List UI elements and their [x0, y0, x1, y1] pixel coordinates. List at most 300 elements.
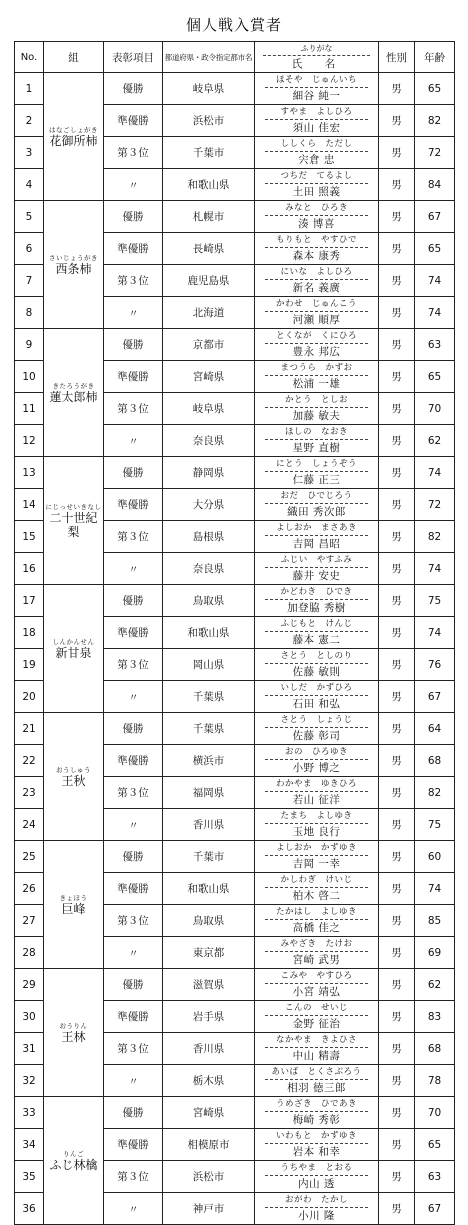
sex-cell: 男 [379, 1001, 415, 1033]
name-cell [255, 393, 379, 425]
sex-cell: 男 [379, 393, 415, 425]
name-kanji: 森本 康秀 [292, 250, 341, 262]
municipality-cell: 栃木県 [163, 1065, 255, 1097]
sex-cell: 男 [379, 105, 415, 137]
row-number: 13 [15, 457, 44, 489]
award-cell: 準優勝 [104, 233, 163, 265]
award-cell: 第３位 [104, 905, 163, 937]
name-cell [255, 1161, 379, 1193]
award-cell: 準優勝 [104, 617, 163, 649]
group-ruby: きょほう [59, 893, 88, 902]
award-cell: 準優勝 [104, 105, 163, 137]
row-number: 35 [15, 1161, 44, 1193]
name-furigana: こみや やすひろ [265, 969, 368, 984]
age-cell: 65 [415, 73, 455, 105]
group-name: 花御所柿 [49, 133, 98, 148]
sex-cell: 男 [379, 329, 415, 361]
municipality-cell: 大分県 [163, 489, 255, 521]
sex-cell: 男 [379, 745, 415, 777]
name-cell [255, 1065, 379, 1097]
name-kanji: 吉岡 昌昭 [292, 538, 341, 550]
award-cell: 優勝 [104, 969, 163, 1001]
municipality-cell: 北海道 [163, 297, 255, 329]
municipality-cell: 浜松市 [163, 1161, 255, 1193]
award-cell: 第３位 [104, 137, 163, 169]
row-number: 36 [15, 1193, 44, 1225]
group-name: 新甘泉 [55, 645, 92, 660]
name-kanji: 宍倉 忠 [298, 154, 335, 166]
table-row [15, 585, 455, 617]
sex-cell: 男 [379, 553, 415, 585]
age-cell: 74 [415, 265, 455, 297]
age-cell: 67 [415, 681, 455, 713]
row-number: 25 [15, 841, 44, 873]
municipality-cell: 千葉県 [163, 713, 255, 745]
age-cell: 65 [415, 1129, 455, 1161]
age-cell: 78 [415, 1065, 455, 1097]
municipality-cell: 相模原市 [163, 1129, 255, 1161]
name-cell [255, 969, 379, 1001]
sex-cell: 男 [379, 169, 415, 201]
name-cell [255, 745, 379, 777]
table-row [15, 841, 455, 873]
name-cell [255, 137, 379, 169]
name-furigana: ふじもと けんじ [265, 617, 368, 632]
name-kanji: 岩本 和幸 [292, 1146, 341, 1158]
name-cell [255, 1193, 379, 1225]
name-furigana: さとう としのり [265, 649, 368, 664]
name-cell [255, 809, 379, 841]
award-cell: 優勝 [104, 585, 163, 617]
name-kanji: 須山 佳宏 [292, 122, 341, 134]
name-cell [255, 361, 379, 393]
municipality-cell: 香川県 [163, 809, 255, 841]
name-furigana: ほそや じゅんいち [265, 73, 368, 88]
award-cell: 第３位 [104, 521, 163, 553]
name-furigana: たまち よしゆき [265, 809, 368, 824]
row-number: 11 [15, 393, 44, 425]
name-kanji: 相羽 徳三郎 [287, 1082, 346, 1094]
award-cell: 準優勝 [104, 1001, 163, 1033]
row-number: 21 [15, 713, 44, 745]
age-cell: 76 [415, 649, 455, 681]
header-age: 年齢 [415, 42, 455, 73]
name-furigana: たかはし よしゆき [265, 905, 368, 920]
table-row [15, 457, 455, 489]
name-furigana: いしだ かずひろ [265, 681, 368, 696]
group-cell [44, 457, 104, 585]
age-cell: 75 [415, 809, 455, 841]
municipality-cell: 浜松市 [163, 105, 255, 137]
age-cell: 69 [415, 937, 455, 969]
row-number: 18 [15, 617, 44, 649]
age-cell: 72 [415, 489, 455, 521]
name-furigana: さとう しょうじ [265, 713, 368, 728]
name-cell [255, 905, 379, 937]
age-cell: 64 [415, 713, 455, 745]
name-kanji: 金野 征治 [292, 1018, 341, 1030]
group-name: 巨峰 [61, 901, 86, 916]
award-cell: 準優勝 [104, 745, 163, 777]
row-number: 16 [15, 553, 44, 585]
age-cell: 62 [415, 969, 455, 1001]
name-cell [255, 713, 379, 745]
name-kanji: 新名 義廣 [292, 282, 341, 294]
row-number: 8 [15, 297, 44, 329]
municipality-cell: 岩手県 [163, 1001, 255, 1033]
municipality-cell: 岐阜県 [163, 73, 255, 105]
award-cell: 優勝 [104, 457, 163, 489]
group-ruby: おうりん [59, 1021, 88, 1030]
sex-cell: 男 [379, 297, 415, 329]
row-number: 9 [15, 329, 44, 361]
age-cell: 74 [415, 553, 455, 585]
header-furigana: ふりがな [263, 42, 370, 56]
sex-cell: 男 [379, 905, 415, 937]
name-furigana: いわもと かずゆき [265, 1129, 368, 1144]
row-number: 29 [15, 969, 44, 1001]
name-kanji: 中山 精壽 [292, 1050, 341, 1062]
name-furigana: おがわ たかし [265, 1193, 368, 1208]
name-cell [255, 841, 379, 873]
name-kanji: 小宮 靖弘 [292, 986, 341, 998]
group-cell [44, 201, 104, 329]
name-furigana: あいば とくさぶろう [265, 1065, 368, 1080]
municipality-cell: 札幌市 [163, 201, 255, 233]
name-furigana: かとう としお [265, 393, 368, 408]
name-cell [255, 873, 379, 905]
sex-cell: 男 [379, 1129, 415, 1161]
name-cell [255, 105, 379, 137]
age-cell: 74 [415, 617, 455, 649]
row-number: 24 [15, 809, 44, 841]
name-furigana: かしわぎ けいじ [265, 873, 368, 888]
name-kanji: 藤井 安史 [292, 570, 341, 582]
name-kanji: 小野 博之 [292, 762, 341, 774]
name-kanji: 加登脇 秀樹 [287, 602, 346, 614]
municipality-cell: 鳥取県 [163, 585, 255, 617]
name-kanji: 豊永 邦広 [292, 346, 341, 358]
name-kanji: 佐藤 彰司 [292, 730, 341, 742]
municipality-cell: 岡山県 [163, 649, 255, 681]
award-cell: 第３位 [104, 1033, 163, 1065]
name-cell [255, 617, 379, 649]
age-cell: 67 [415, 201, 455, 233]
group-ruby: はなごしょがき [49, 125, 98, 134]
sex-cell: 男 [379, 681, 415, 713]
row-number: 14 [15, 489, 44, 521]
name-cell [255, 553, 379, 585]
age-cell: 67 [415, 1193, 455, 1225]
sex-cell: 男 [379, 457, 415, 489]
sex-cell: 男 [379, 233, 415, 265]
header-no: No. [15, 42, 44, 73]
name-furigana: かどわき ひでき [265, 585, 368, 600]
municipality-cell: 奈良県 [163, 553, 255, 585]
name-cell [255, 521, 379, 553]
age-cell: 82 [415, 105, 455, 137]
group-cell [44, 841, 104, 969]
name-furigana: まつうら かずお [265, 361, 368, 376]
group-name: 二十世紀梨 [49, 510, 98, 539]
sex-cell: 男 [379, 809, 415, 841]
sex-cell: 男 [379, 489, 415, 521]
award-cell: 優勝 [104, 73, 163, 105]
row-number: 33 [15, 1097, 44, 1129]
municipality-cell: 神戸市 [163, 1193, 255, 1225]
age-cell: 82 [415, 777, 455, 809]
sex-cell: 男 [379, 1161, 415, 1193]
municipality-cell: 和歌山県 [163, 873, 255, 905]
sex-cell: 男 [379, 649, 415, 681]
header-group: 組 [44, 42, 104, 73]
sex-cell: 男 [379, 425, 415, 457]
name-cell [255, 585, 379, 617]
name-kanji: 高橋 佳之 [292, 922, 341, 934]
name-cell [255, 265, 379, 297]
age-cell: 75 [415, 585, 455, 617]
row-number: 19 [15, 649, 44, 681]
award-cell: 第３位 [104, 649, 163, 681]
award-cell: 第３位 [104, 265, 163, 297]
header-name [255, 42, 379, 73]
name-furigana: ふじい やすふみ [265, 553, 368, 568]
name-cell [255, 73, 379, 105]
name-furigana: よしおか まさあき [265, 521, 368, 536]
award-cell: 準優勝 [104, 361, 163, 393]
award-cell: 第３位 [104, 777, 163, 809]
name-kanji: 仁藤 正三 [292, 474, 341, 486]
name-furigana: みなと ひろき [265, 201, 368, 216]
sex-cell: 男 [379, 361, 415, 393]
group-cell [44, 329, 104, 457]
age-cell: 72 [415, 137, 455, 169]
header-sex: 性別 [379, 42, 415, 73]
name-furigana: にいな よしひろ [265, 265, 368, 280]
group-ruby: しんかんせん [52, 637, 95, 646]
award-cell: 第３位 [104, 393, 163, 425]
name-furigana: ほしの なおき [265, 425, 368, 440]
name-kanji: 織田 秀次郎 [287, 506, 346, 518]
award-cell: 第３位 [104, 1161, 163, 1193]
sex-cell: 男 [379, 521, 415, 553]
award-cell: 準優勝 [104, 489, 163, 521]
group-cell [44, 585, 104, 713]
name-kanji: 河瀬 順厚 [292, 314, 341, 326]
municipality-cell: 宮崎県 [163, 361, 255, 393]
name-kanji: 小川 隆 [298, 1210, 335, 1222]
row-number: 27 [15, 905, 44, 937]
name-kanji: 星野 直樹 [292, 442, 341, 454]
sex-cell: 男 [379, 937, 415, 969]
name-kanji: 梅崎 秀彰 [292, 1114, 341, 1126]
name-furigana: こんの せいじ [265, 1001, 368, 1016]
name-cell [255, 681, 379, 713]
group-ruby: さいじょうがき [49, 253, 98, 262]
row-number: 12 [15, 425, 44, 457]
header-row [15, 42, 455, 73]
award-cell: 〃 [104, 553, 163, 585]
municipality-cell: 奈良県 [163, 425, 255, 457]
table-row [15, 329, 455, 361]
sex-cell: 男 [379, 137, 415, 169]
age-cell: 74 [415, 457, 455, 489]
group-name: 王林 [61, 1029, 86, 1044]
row-number: 26 [15, 873, 44, 905]
name-furigana: とくなが くにひろ [265, 329, 368, 344]
row-number: 4 [15, 169, 44, 201]
name-cell [255, 777, 379, 809]
name-kanji: 柏木 啓二 [292, 890, 341, 902]
sex-cell: 男 [379, 265, 415, 297]
municipality-cell: 和歌山県 [163, 169, 255, 201]
header-municipality: 都道府県・政令指定都市名 [163, 42, 255, 73]
name-cell [255, 1097, 379, 1129]
award-cell: 優勝 [104, 1097, 163, 1129]
municipality-cell: 千葉県 [163, 681, 255, 713]
row-number: 5 [15, 201, 44, 233]
name-cell [255, 329, 379, 361]
age-cell: 83 [415, 1001, 455, 1033]
name-furigana: かわせ じゅんこう [265, 297, 368, 312]
municipality-cell: 滋賀県 [163, 969, 255, 1001]
sex-cell: 男 [379, 1097, 415, 1129]
name-kanji: 加藤 敏夫 [292, 410, 341, 422]
table-row [15, 201, 455, 233]
award-cell: 準優勝 [104, 1129, 163, 1161]
group-cell [44, 1097, 104, 1225]
name-kanji: 土田 照義 [292, 186, 341, 198]
name-cell [255, 169, 379, 201]
name-cell [255, 937, 379, 969]
row-number: 30 [15, 1001, 44, 1033]
name-cell [255, 201, 379, 233]
name-cell [255, 1001, 379, 1033]
row-number: 15 [15, 521, 44, 553]
name-cell [255, 489, 379, 521]
name-kanji: 内山 透 [298, 1178, 335, 1190]
sex-cell: 男 [379, 969, 415, 1001]
municipality-cell: 千葉市 [163, 137, 255, 169]
age-cell: 65 [415, 233, 455, 265]
award-cell: 〃 [104, 1065, 163, 1097]
row-number: 1 [15, 73, 44, 105]
results-body [15, 73, 455, 1225]
municipality-cell: 長崎県 [163, 233, 255, 265]
group-cell [44, 713, 104, 841]
sex-cell: 男 [379, 873, 415, 905]
sex-cell: 男 [379, 1193, 415, 1225]
municipality-cell: 鹿児島県 [163, 265, 255, 297]
header-award: 表彰項目 [104, 42, 163, 73]
name-kanji: 石田 和弘 [292, 698, 341, 710]
sex-cell: 男 [379, 1033, 415, 1065]
name-furigana: うちやま とおる [265, 1161, 368, 1176]
age-cell: 63 [415, 1161, 455, 1193]
award-cell: 〃 [104, 681, 163, 713]
municipality-cell: 横浜市 [163, 745, 255, 777]
name-cell [255, 457, 379, 489]
name-cell [255, 1033, 379, 1065]
name-cell [255, 649, 379, 681]
name-kanji: 藤本 憲二 [292, 634, 341, 646]
sex-cell: 男 [379, 201, 415, 233]
name-furigana: ししくら ただし [265, 137, 368, 152]
municipality-cell: 島根県 [163, 521, 255, 553]
row-number: 2 [15, 105, 44, 137]
name-furigana: すやま よしひろ [265, 105, 368, 120]
name-furigana: にとう しょうぞう [265, 457, 368, 472]
age-cell: 60 [415, 841, 455, 873]
age-cell: 74 [415, 297, 455, 329]
row-number: 28 [15, 937, 44, 969]
award-cell: 優勝 [104, 201, 163, 233]
sex-cell: 男 [379, 1065, 415, 1097]
name-kanji: 佐藤 敏則 [292, 666, 341, 678]
municipality-cell: 福岡県 [163, 777, 255, 809]
municipality-cell: 千葉市 [163, 841, 255, 873]
municipality-cell: 和歌山県 [163, 617, 255, 649]
name-kanji: 玉地 良行 [292, 826, 341, 838]
municipality-cell: 香川県 [163, 1033, 255, 1065]
row-number: 34 [15, 1129, 44, 1161]
name-furigana: もりもと やすひで [265, 233, 368, 248]
age-cell: 82 [415, 521, 455, 553]
name-cell [255, 1129, 379, 1161]
row-number: 10 [15, 361, 44, 393]
sex-cell: 男 [379, 617, 415, 649]
award-cell: 優勝 [104, 329, 163, 361]
award-cell: 優勝 [104, 841, 163, 873]
name-furigana: うめざき ひであき [265, 1097, 368, 1112]
sex-cell: 男 [379, 713, 415, 745]
age-cell: 63 [415, 329, 455, 361]
age-cell: 84 [415, 169, 455, 201]
name-kanji: 吉岡 一幸 [292, 858, 341, 870]
municipality-cell: 東京都 [163, 937, 255, 969]
group-ruby: りんご [63, 1149, 84, 1158]
group-cell [44, 73, 104, 201]
sex-cell: 男 [379, 585, 415, 617]
award-cell: 〃 [104, 1193, 163, 1225]
name-kanji: 細谷 純一 [292, 90, 341, 102]
group-name: ふじ林檎 [49, 1157, 98, 1172]
results-table [14, 41, 455, 1225]
award-cell: 〃 [104, 809, 163, 841]
name-furigana: わかやま ゆきひろ [265, 777, 368, 792]
name-kanji: 若山 征洋 [292, 794, 341, 806]
group-name: 西条柿 [55, 261, 92, 276]
age-cell: 68 [415, 1033, 455, 1065]
row-number: 17 [15, 585, 44, 617]
award-cell: 〃 [104, 937, 163, 969]
sex-cell: 男 [379, 841, 415, 873]
group-ruby: おうしゅう [56, 765, 91, 774]
name-cell [255, 233, 379, 265]
name-kanji: 宮崎 武男 [292, 954, 341, 966]
table-row [15, 73, 455, 105]
name-furigana: なかやま きよひさ [265, 1033, 368, 1048]
award-cell: 〃 [104, 169, 163, 201]
row-number: 32 [15, 1065, 44, 1097]
name-cell [255, 425, 379, 457]
age-cell: 74 [415, 873, 455, 905]
age-cell: 70 [415, 1097, 455, 1129]
award-cell: 〃 [104, 425, 163, 457]
row-number: 31 [15, 1033, 44, 1065]
group-ruby: きたろうがき [52, 381, 95, 390]
table-row [15, 969, 455, 1001]
